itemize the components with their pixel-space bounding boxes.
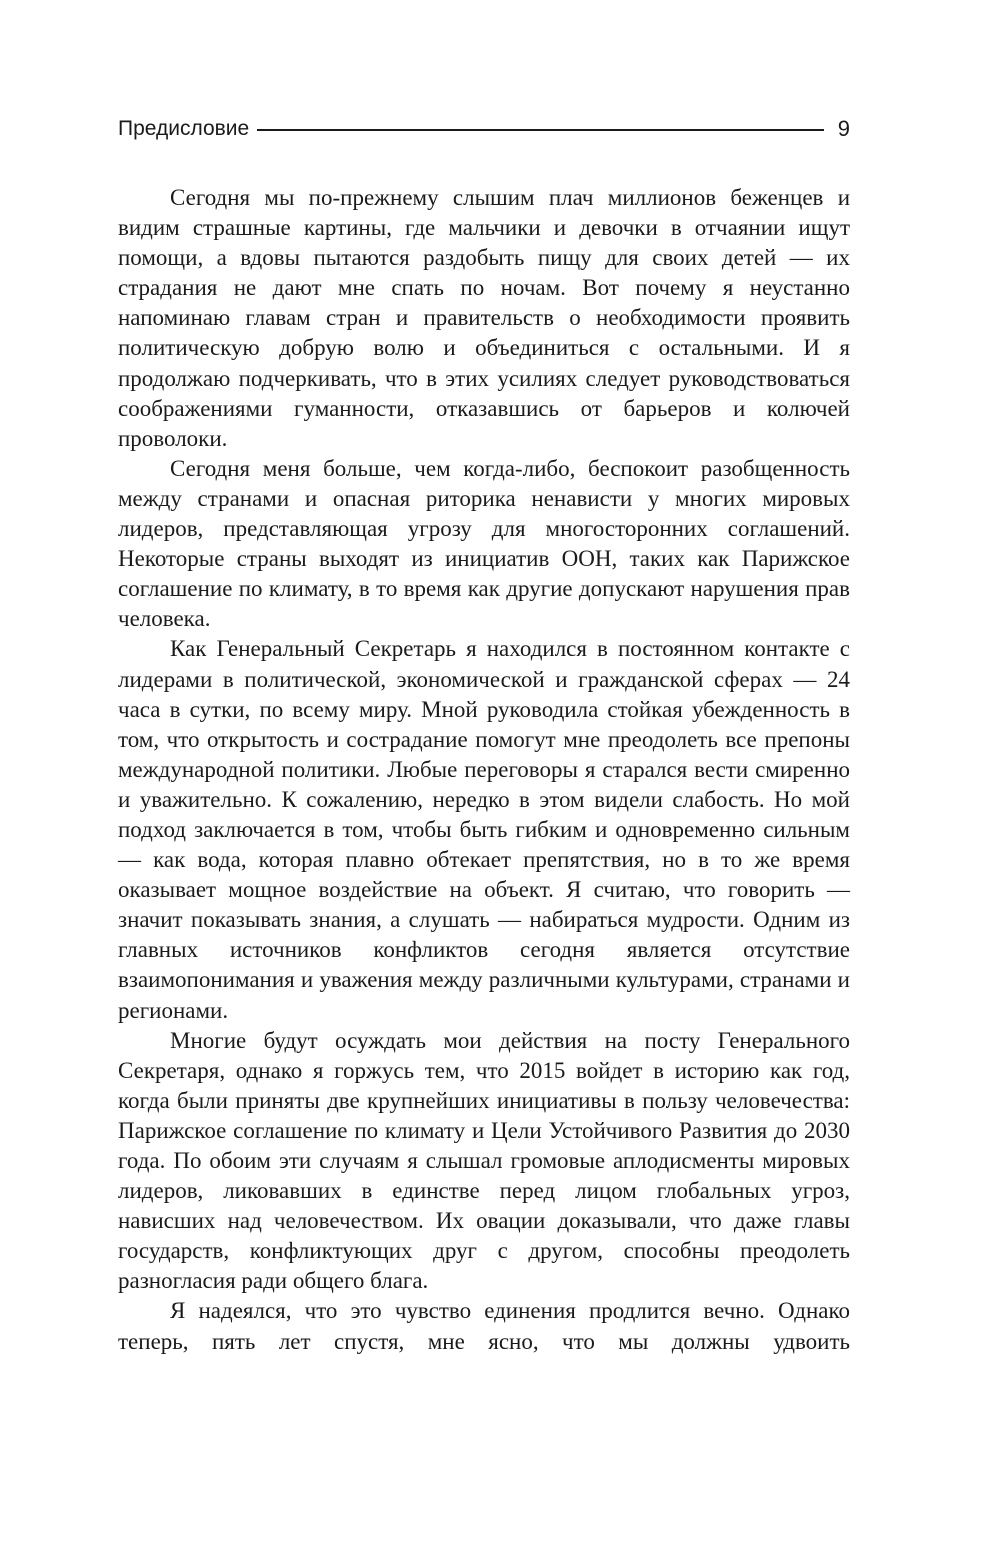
section-title: Предисловие bbox=[118, 117, 250, 140]
paragraph: Многие будут осуждать мои действия на посту Генерального Секретаря, однако я горжусь тем, что 2015 войдет в историю как год, когда были приняты две крупнейших инициативы в пользу человечества: Парижское соглашение по климату и Цели Устойчивого Развития до 2030 года. По обоим эти случаям я слышал громовые аплодисменты мировых лидеров, ликовавших в единстве перед лицом глобальных угроз, нависших над человечеством. Их овации доказывали, что даже главы государств, конфликтующих друг с другом, способны преодолеть разногласия ради общего блага. bbox=[118, 1027, 850, 1294]
paragraph: Как Генеральный Секретарь я находился в постоянном контакте с лидерами в политической, экономической и гражданской сферах — 24 часа в сутки, по всему миру. Мной руководила стойкая убежденность в том, что открытость и сострадание помогут мне преодолеть все препоны международной политики. Любые переговоры я старался вести смиренно и уважительно. К сожалению, нередко в этом видели слабость. Но мой подход заключается в том, чтобы быть гибким и одновременно сильным — как вода, которая плавно обтекает препятствия, но в то же время оказывает мощное воздействие на объект. Я считаю, что говорить — значит показывать знания, а слушать — набираться мудрости. Одним из главных источников конфликтов сегодня является отсутствие взаимопонимания и уважения между различными культурами, странами и регионами. bbox=[118, 636, 850, 1023]
paragraph: Я надеялся, что это чувство единения продлится вечно. Однако теперь, пять лет спустя, мне ясно, что мы должны удвоить bbox=[118, 1298, 850, 1354]
header-rule bbox=[257, 129, 824, 131]
running-header bbox=[118, 114, 850, 144]
paragraph: Сегодня меня больше, чем когда-либо, беспокоит разобщенность между странами и опасная риторика ненависти у многих мировых лидеров, представляющая угрозу для многосторонних соглашений. Некоторые страны выходят из инициатив ООН, таких как Парижское соглашение по климату, в то время как другие допускают нарушения прав человека. bbox=[118, 455, 850, 632]
body-text bbox=[118, 183, 850, 1357]
paragraph: Сегодня мы по-прежнему слышим плач миллионов беженцев и видим страшные картины, где мальчики и девочки в отчаянии ищут помощи, а вдовы пытаются раздобыть пищу для своих детей — их страдания не дают мне спать по ночам. Вот почему я неустанно напоминаю главам стран и правительств о необходимости проявить политическую добрую волю и объединиться с остальными. И я продолжаю подчеркивать, что в этих усилиях следует руководствоваться соображениями гуманности, отказавшись от барьеров и колючей проволоки. bbox=[118, 185, 850, 451]
page-number: 9 bbox=[837, 116, 850, 141]
